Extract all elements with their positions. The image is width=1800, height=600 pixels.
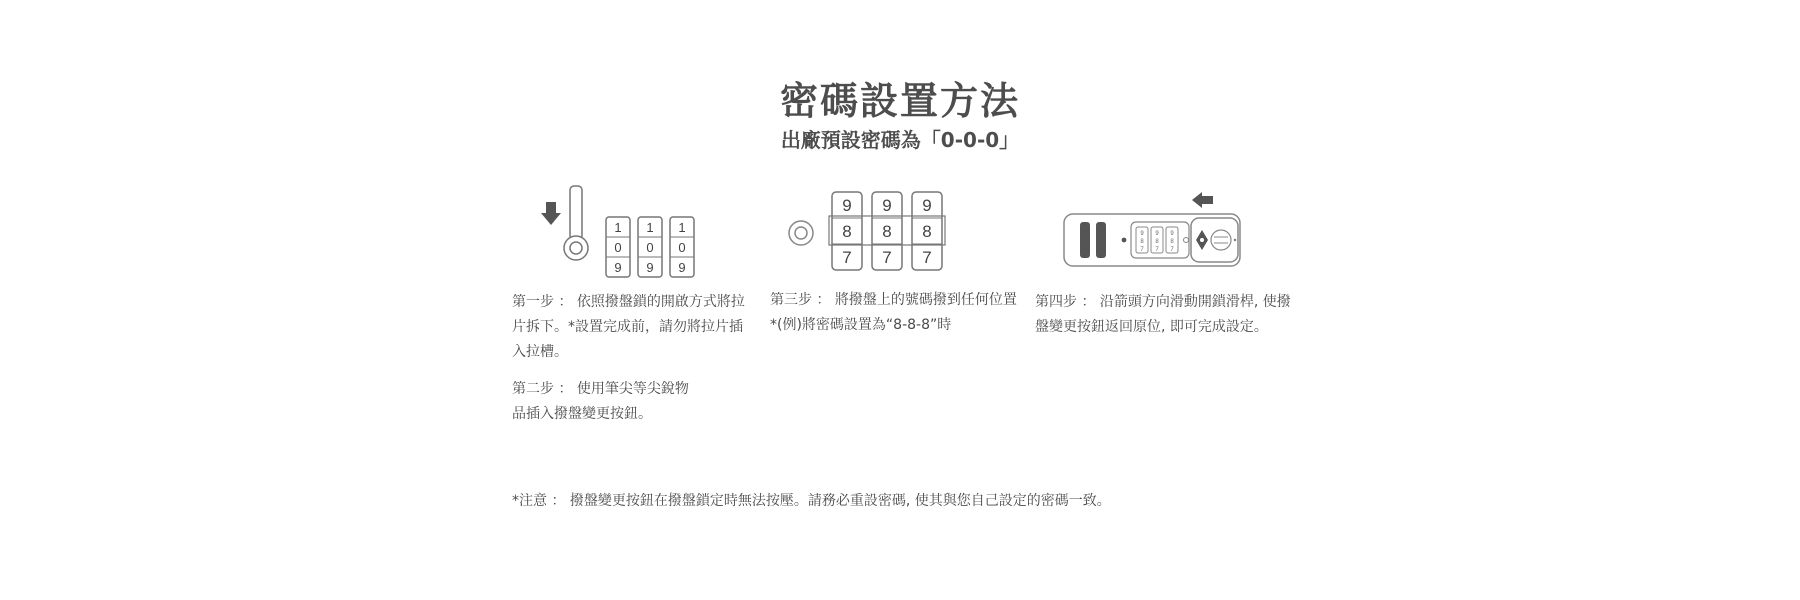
dial-digit: 0: [614, 240, 622, 255]
page-subtitle: 出廠預設密碼為「0-0-0」: [780, 128, 1020, 152]
dial-digit: 7: [1155, 247, 1159, 253]
dial-digit: 7: [1140, 247, 1144, 253]
left-arrow-icon: [1192, 192, 1213, 208]
step1-line-2: 片拆下。*設置完成前，請勿將拉片插: [512, 319, 743, 335]
step3-line-2: *(例)將密碼設置為“8-8-8”時: [770, 317, 952, 333]
dial-digit: 8: [1155, 239, 1159, 245]
dial-column-3: [912, 192, 942, 270]
dial-digit: 8: [1140, 239, 1144, 245]
step4-text: [1035, 290, 1305, 340]
page-title: 密碼設置方法: [779, 79, 1020, 123]
dial-digit: 9: [1170, 231, 1174, 237]
dial-digit: 7: [882, 248, 892, 267]
dial-digit: 9: [614, 260, 622, 275]
dial-column-1: [832, 192, 862, 270]
step1-text: [512, 290, 762, 365]
dial-column-1: [606, 217, 630, 277]
slider-lock-icon: [1064, 214, 1240, 266]
step4-illustration: [1062, 190, 1252, 272]
dial-digit: 9: [922, 196, 932, 215]
dial-column-3: [670, 217, 694, 277]
step2-line-1: 第二步 ： 使用筆尖等尖銳物: [512, 381, 689, 397]
dial-column-2: [638, 217, 662, 277]
dial-digit: 7: [922, 248, 932, 267]
dial-digit: 9: [1155, 231, 1159, 237]
step2-text: [512, 377, 762, 427]
down-arrow-icon: [541, 202, 561, 225]
dial-digit: 9: [678, 260, 686, 275]
step4-line-2: 盤變更按鈕返回原位, 即可完成設定。: [1035, 319, 1268, 335]
dial-digit: 8: [1170, 239, 1174, 245]
dial-digit: 9: [1140, 231, 1144, 237]
dial-digit: 0: [678, 240, 686, 255]
dial-digit: 1: [678, 220, 686, 235]
step3-text: [770, 288, 1030, 338]
dial-digit: 8: [922, 222, 932, 241]
dial-digit: 7: [842, 248, 852, 267]
caution-note: *注意 ： 撥盤變更按鈕在撥盤鎖定時無法按壓。請務必重設密碼, 使其與您自己設定的密碼一致。: [512, 493, 1111, 509]
step3-illustration: [785, 188, 955, 274]
dial-digit: 1: [646, 220, 654, 235]
step1-illustration: [540, 180, 710, 280]
step4-line-1: 第四步 ： 沿箭頭方向滑動開鎖滑桿, 使撥: [1035, 294, 1291, 310]
dial-digit: 1: [614, 220, 622, 235]
step2-line-2: 品插入撥盤變更按鈕。: [512, 406, 652, 422]
dial-digit: 9: [882, 196, 892, 215]
dial-digit: 9: [646, 260, 654, 275]
button-ring-icon: [789, 221, 813, 245]
step1-line-3: 入拉槽。: [512, 344, 568, 360]
dial-digit: 0: [646, 240, 654, 255]
step3-line-1: 第三步 ： 將撥盤上的號碼撥到任何位置: [770, 292, 1017, 308]
step1-line-1: 第一步 ： 依照撥盤鎖的開啟方式將拉: [512, 294, 745, 310]
dial-digit: 7: [1170, 247, 1174, 253]
dial-digit: 9: [842, 196, 852, 215]
pull-tab-icon: [564, 186, 588, 260]
dial-digit: 8: [882, 222, 892, 241]
dial-digit: 8: [842, 222, 852, 241]
dial-column-2: [872, 192, 902, 270]
